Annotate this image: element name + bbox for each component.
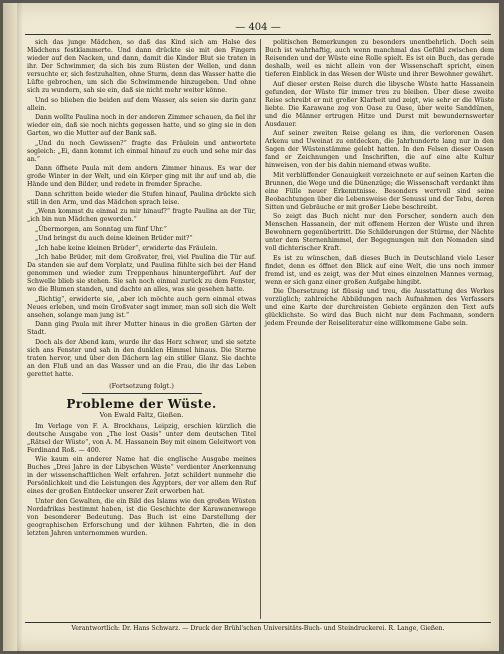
fold-shadow [17, 3, 23, 651]
paragraph: Auf dieser ersten Reise durch die libysche Wüste hatte Hassanein gefunden, der Wüste für immer treu zu bleiben. Über diese zweite Reise schreibt er mit großer Klarheit und zeigt, wie sehr er die Wüste liebte. Die Karawane zog von Oase zu Oase, über weite Sanddünen, und die Männer ertrugen Hitze und Durst mit bewundernswerter Ausdauer. [265, 80, 494, 128]
paragraph: „Und du noch Gewissen?“ fragte das Fräulein und antwortete sogleich: „Ei, dann kommt ich einmal hinauf zu euch und sehe mir das an.“ [27, 139, 256, 163]
right-column-article [265, 39, 494, 328]
paragraph: Wie kaum ein anderer Name hat die englische Ausgabe meines Buches „Drei Jahre in der Libyschen Wüste“ verdienter Anerkennung in der wissenschaftlichen Welt erfahren. Jetzt schildert nunmehr die Persönlichkeit und die Leistungen des Ägypters, der vor allem den Ruf eines der großen Entdecker unserer Zeit erworben hat. [27, 456, 256, 495]
paragraph: Doch als der Abend kam, wurde ihr das Herz schwer, und sie setzte sich ans Fenster und sah in den dunklen Himmel hinaus. Die Sterne traten hervor, und über den Dächern lag ein stiller Glanz. Sie dachte an den Fluß und an das Wasser und an die Frau, die ihr das Leben gerettet hatte. [27, 338, 256, 378]
paragraph: „Wenn kommst du einmal zu mir hinauf?“ fragte Paulina an der Tür, „ich bin nun Mädchen geworden.“ [27, 208, 256, 223]
paragraph: sich das junge Mädchen, so daß das Kind sich am Halse des Mädchens festklammerte. Und dann drückte sie mit den Fingern wieder auf den Nacken, und dann, damit die Kinder Blut sie traten in ihr. Der Schwimmer, da sich bis zum Rüsten der Wellen, und dann versuchte er, sich festzuhalten, ohne Sturm, denn das Wasser hatte die Lüfte gebrochen, um sich die Schwimmende hinzugeben. Und ohne sich zu wundern, sah sie ein, daß sie nicht mehr weiter könne. [27, 39, 256, 94]
right-column [265, 39, 494, 621]
article-title: Probleme der Wüste. [66, 396, 217, 411]
column-divider [260, 39, 261, 619]
paragraph: Und so blieben die beiden auf dem Wasser, als seien sie darin ganz allein. [27, 96, 256, 112]
paragraph: Unter den Gewalten, die ein Bild des Islams wie den großen Wüsten Nordafrikas bestimmt haben, ist die Geschichte der Karawanenwege von besonderer Bedeutung. Das Buch ist eine Darstellung der geographischen Erforschung und der kühnen Fahrten, die in den letzten Jahren unternommen wurden. [27, 497, 256, 537]
paragraph: politischen Bemerkungen zu besonders unentbehrlich. Doch sein Buch ist wahrhaftig, auch wenn manchmal das Gefühl zwischen dem Reisenden und der Wüste eine Rolle spielt. Es ist ein Buch, das gerade deshalb, weil es nicht allein von der Wissenschaft spricht, einen tieferen Einblick in das Wesen der Wüste und ihrer Bewohner gewährt. [265, 39, 494, 78]
page-number: — 404 — [235, 22, 281, 33]
paragraph: Dann wollte Paulina noch in der anderen Zimmer schauen, da fiel ihr wieder ein, daß sie noch nichts gegessen hatte, und so ging sie in den Garten, wo die Mutter auf der Bank saß. [27, 114, 256, 137]
article-author: Von Ewald Faltz, Gießen. [99, 410, 184, 419]
paragraph: „Und bringst du auch deine kleinen Brüder mit?“ [35, 235, 193, 242]
paragraph: Auf seiner zweiten Reise gelang es ihm, die verlorenen Oasen Arkenu und Uweinat zu entdecken, die Jahrhunderte lang nur in den Sagen der Wüstenstämme gelebt hatten. In den Felsen dieser Oasen fand er Zeichnungen und Inschriften, die auf eine alte Kultur hinweisen, von der bis dahin niemand etwas wußte. [265, 130, 494, 169]
paragraph: Die Übersetzung ist flüssig und treu, die Ausstattung des Werkes vorzüglich; zahlreiche Abbildungen nach Aufnahmen des Verfassers und eine Karte der durchreisten Gebiete ergänzen den Text aufs glücklichste. So wird das Buch nicht nur dem Fachmann, sondern jedem Freunde der Reiseliteratur eine willkommene Gabe sein. [265, 288, 494, 327]
paragraph: „Übermorgen, am Sonntag um fünf Uhr.“ [35, 225, 167, 233]
footer-rule [25, 622, 491, 623]
paragraph: „Ich habe keine kleinen Brüder“, erwiderte das Fräulein. [35, 244, 218, 252]
paragraph: „Richtig“, erwiderte sie, „aber ich möchte auch gern einmal etwas Neues erleben, und mein Großvater sagt immer, man soll sich die Welt ansehen, solange man jung ist.“ [27, 295, 256, 319]
paragraph: So zeigt das Buch nicht nur den Forscher, sondern auch den Menschen Hassanein, der mit offenem Herzen der Wüste und ihren Bewohnern gegenübertritt. Die Schilderungen der Stürme, der Nächte unter dem Sternenhimmel, der Begegnungen mit den Nomaden sind voll dichterischer Kraft. [265, 213, 494, 252]
paragraph: Dann ging Paula mit ihrer Mutter hinaus in die großen Gärten der Stadt. [27, 321, 256, 336]
paragraph: Es ist zu wünschen, daß dieses Buch in Deutschland viele Leser findet, denn es öffnet den Blick auf eine Welt, die uns noch immer fremd ist, und es zeigt, was der Mut eines einzelnen Mannes vermag, wenn er sich ganz einer großen Aufgabe hingibt. [265, 254, 494, 286]
binding-gutter [3, 3, 17, 651]
paragraph: Dann schritten beide wieder die Stufen hinauf, Paulina drückte sich still in den Arm, und das Mädchen sprach leise. [27, 190, 256, 206]
imprint-footer: Verantwortlich: Dr. Hans Schwarz. — Druck der Brühl'schen Universitäts-Buch- und Steindruckerei. R. Lange, Gießen. [71, 625, 445, 632]
article-body [27, 423, 256, 538]
left-column-story [27, 39, 256, 379]
paragraph: Im Verlage von F. A. Brockhaus, Leipzig, erschien kürzlich die deutsche Ausgabe von „The lost Oasis“ unter dem deutschen Titel „Rätsel der Wüste“, von A. M. Hassanein Bey mit einem Geleitwort von Ferdinand Roß. — 400. [27, 422, 256, 454]
paragraph: Mit verblüffender Genauigkeit verzeichnete er auf seinen Karten die Brunnen, die Wege und die Dünenzüge; die Wissenschaft verdankt ihm eine Fülle neuer Erkenntnisse. Besonders wertvoll sind seine Beobachtungen über die Lebensweise der Senussi und der Tebu, deren Sitten und Gebräuche er mit großer Liebe beschreibt. [265, 171, 494, 211]
section-divider [82, 393, 202, 394]
paragraph: Dann öffnete Paula mit dem andern Zimmer hinaus. Es war der große Winter in der Welt, und ein Körper ging mit ihr auf und ab, die Hände und den Bilder, und redete in fremder Sprache. [27, 165, 256, 188]
header-rule [25, 34, 491, 35]
left-column [27, 39, 256, 599]
continuation-note: (Fortsetzung folgt.) [109, 381, 174, 390]
paragraph: „Ich habe Brüder, mit dem Großvater, frei, viel Paulina die Tür auf. Da standen sie auf dem Vorplatz, und Paulina fühlte sich bei der Hand genommen und wieder zum Treppenhaus hinuntergeführt. Auf der Schwelle blieb sie stehen. Sie sah noch einmal zurück zu dem Fenster, wo die Blumen standen, und dachte an alles, was sie gesehen hatte. [27, 254, 256, 293]
newspaper-page [3, 3, 499, 651]
